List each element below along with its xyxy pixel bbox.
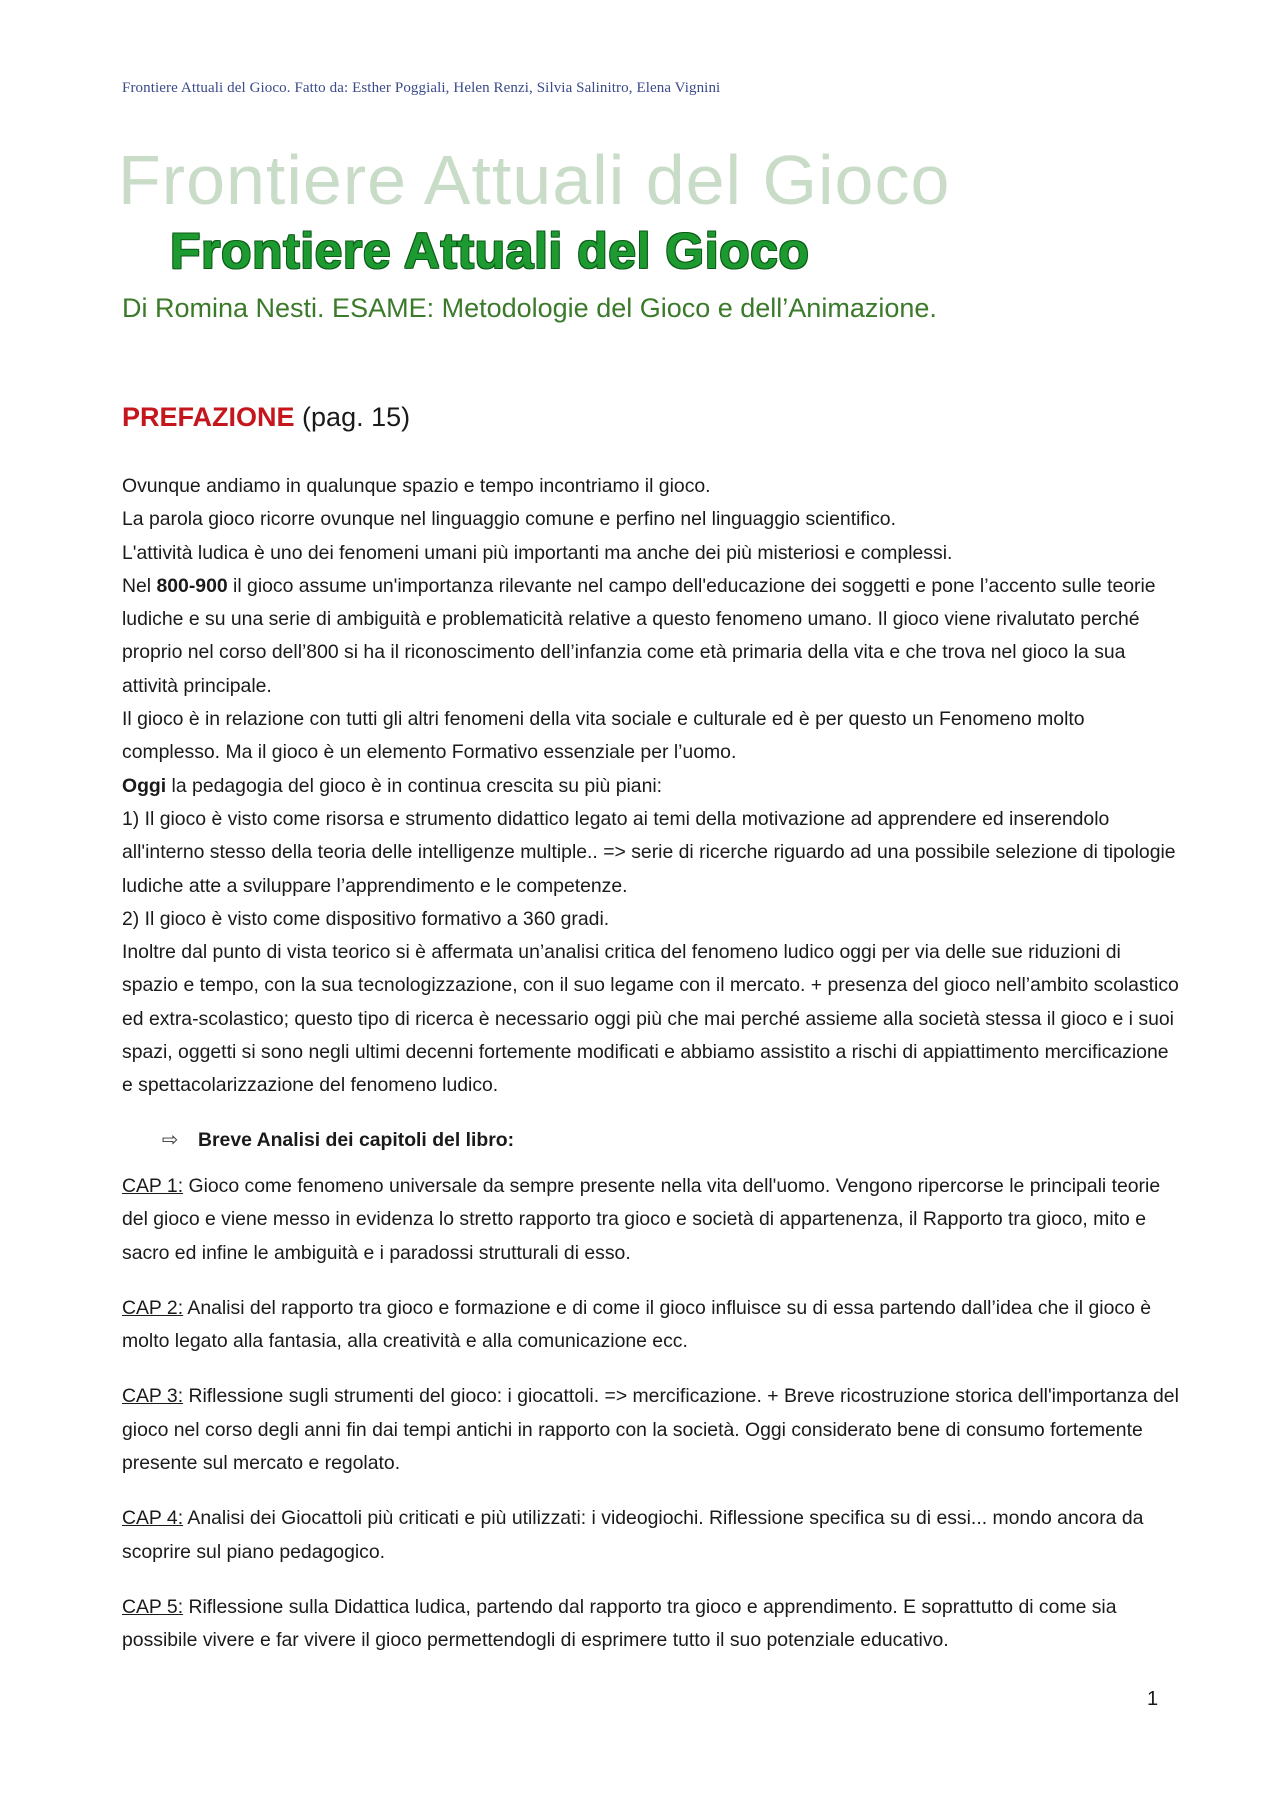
chapter-label: CAP 1: — [122, 1175, 184, 1197]
chapter-item — [122, 1502, 1182, 1569]
chapter-item — [122, 1380, 1182, 1480]
paragraph — [122, 570, 1182, 703]
paragraph: L'attività ludica è uno dei fenomeni umani più importanti ma anche dei più misteriosi e complessi. — [122, 541, 953, 564]
chapter-item — [122, 1292, 1182, 1359]
bullet-text: Breve Analisi dei capitoli del libro: — [198, 1129, 515, 1151]
paragraph: Il gioco è in relazione con tutti gli altri fenomeni della vita sociale e culturale ed è per questo un Fenomeno molto complesso. Ma il gioco è un elemento Formativo essenziale per l’uomo. — [122, 708, 1085, 764]
paragraph-text: Nel — [122, 574, 157, 597]
paragraph-emphasis: Oggi — [122, 774, 167, 797]
chapter-text: Analisi del rapporto tra gioco e formazione e di come il gioco influisce su di essa partendo dall’idea che il gioco è molto legato alla fantasia, alla creatività e alla comunicazione ecc. — [122, 1296, 1152, 1353]
section-heading — [122, 402, 410, 433]
paragraph: 2) Il gioco è visto come dispositivo formativo a 360 gradi. — [122, 907, 610, 930]
arrow-right-icon: ⇨ — [162, 1129, 179, 1151]
chapter-item — [122, 1591, 1182, 1658]
paragraph: Inoltre dal punto di vista teorico si è affermata un’analisi critica del fenomeno ludico oggi per via delle sue riduzioni di spazio e tempo, con la sua tecnologizzazione, con il suo legame con il mercato. + presenza del gioco nell’ambito scolastico ed extra-scolastico; questo tipo di ricerca è necessario oggi più che mai perché assieme alla società stessa il gioco e i suoi spazi, oggetti si sono negli ultimi decenni fortemente modificati e abbiamo assistito a rischi di appiattimento mercificazione e spettacolarizzazione del fenomeno ludico. — [122, 941, 1179, 1097]
chapter-text: Analisi dei Giocattoli più criticati e più utilizzati: i videogiochi. Riflessione specifica su di essi... mondo ancora da scoprire sul piano pedagogico. — [122, 1507, 1144, 1563]
paragraph-text: la pedagogia del gioco è in continua crescita su più piani: — [166, 774, 663, 797]
document-title: Frontiere Attuali del Gioco — [170, 223, 810, 279]
chapter-label: CAP 3: — [122, 1385, 184, 1408]
chapter-text: Gioco come fenomeno universale da sempre presente nella vita dell'uomo. Vengono ripercorse le principali teorie del gioco e viene messo in evidenza lo stretto rapporto tra gioco e società di appartenenza, il Rapporto tra gioco, mito e sacro ed infine le ambiguità e i paradossi strutturali di esso. — [122, 1175, 1161, 1264]
chapter-item — [122, 1170, 1182, 1270]
paragraph: 1) Il gioco è visto come risorsa e strumento didattico legato ai temi della motivazione ad apprendere ed inserendolo all'interno stesso della teoria delle intelligenze multiple.. => serie di ricerche riguardo ad una possibile selezione di tipologie ludiche atte a sviluppare l’apprendimento e le competenze. — [122, 807, 1176, 897]
ghost-title: Frontiere Attuali del Gioco — [118, 141, 951, 219]
chapter-label: CAP 5: — [122, 1595, 184, 1618]
section-title: PREFAZIONE — [122, 402, 295, 432]
paragraph: La parola gioco ricorre ovunque nel linguaggio comune e perfino nel linguaggio scientifico. — [122, 508, 896, 531]
chapter-text: Riflessione sugli strumenti del gioco: i giocattoli. => mercificazione. + Breve ricostruzione storica dell'importanza del gioco nel corso degli anni fin dai tempi antichi in rapporto con la società. Oggi considerato bene di consumo fortemente presente sul mercato e regolato. — [122, 1385, 1179, 1475]
paragraph-text: il gioco assume un'importanza rilevante nel campo dell'educazione dei soggetti e pone l’accento sulle teorie ludiche e su una serie di ambiguità e problematicità relative a questo fenomeno umano. Il gioco viene rivalutato perché proprio nel corso dell’800 si ha il riconoscimento dell’infanzia come età primaria della vita e che trova nel gioco la sua attività principale. — [122, 574, 1156, 697]
paragraph — [122, 770, 1182, 803]
chapter-label: CAP 2: — [122, 1296, 184, 1319]
chapter-text: Riflessione sulla Didattica ludica, partendo dal rapporto tra gioco e apprendimento. E soprattutto di come sia possibile vivere e far vivere il gioco permettendogli di esprimere tutto il suo potenziale educativo. — [122, 1595, 1117, 1652]
chapter-summary-heading — [162, 1128, 514, 1152]
preface-body — [122, 470, 1182, 1103]
chapter-list — [122, 1170, 1182, 1680]
document-subtitle: Di Romina Nesti. ESAME: Metodologie del Gioco e dell’Animazione. — [122, 293, 937, 323]
paragraph-emphasis: 800-900 — [156, 574, 228, 597]
chapter-label: CAP 4: — [122, 1507, 184, 1530]
paragraph: Ovunque andiamo in qualunque spazio e tempo incontriamo il gioco. — [122, 475, 711, 497]
page-number: 1 — [1147, 1688, 1159, 1710]
running-header: Frontiere Attuali del Gioco. Fatto da: Esther Poggiali, Helen Renzi, Silvia Salinitro, Elena Vignini — [122, 80, 721, 96]
section-page-ref: (pag. 15) — [302, 402, 411, 432]
